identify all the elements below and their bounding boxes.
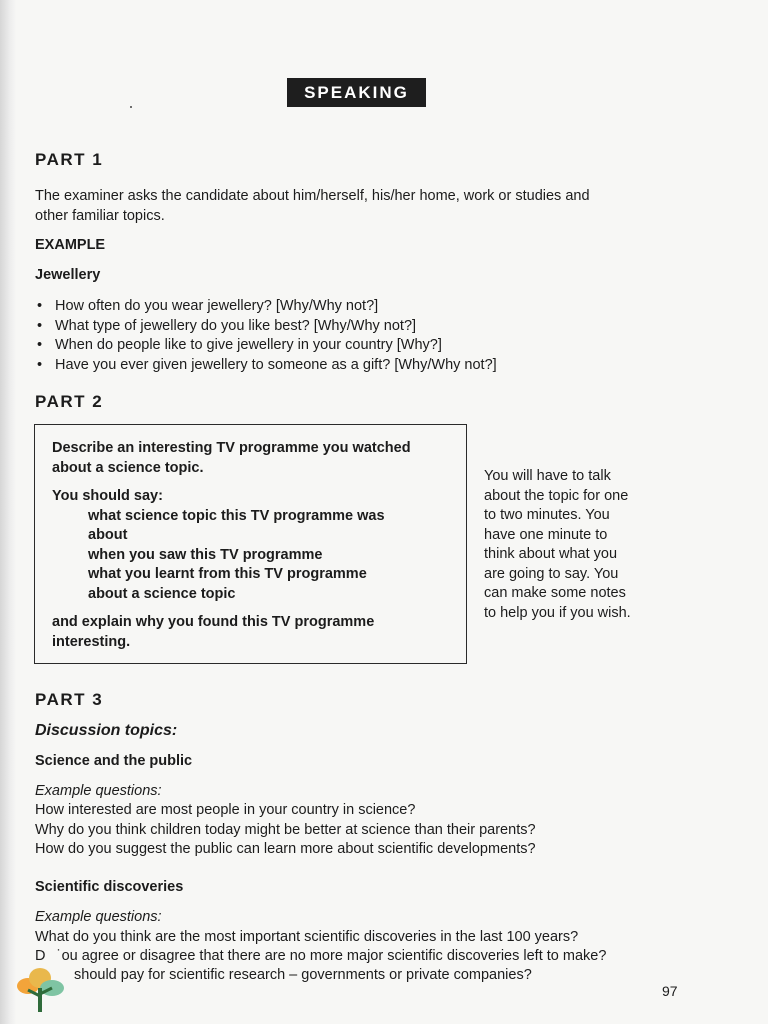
cue-card-point: what science topic this TV programme was: [88, 507, 385, 524]
question: D ˙ou agree or disagree that there are no more major scientific discoveries left to make?: [35, 948, 607, 964]
part1-intro-line2: other familiar topics.: [35, 208, 165, 224]
part1-topic: Jewellery: [35, 267, 101, 283]
question: How interested are most people in your country in science?: [35, 802, 416, 818]
cue-card-task-line1: Describe an interesting TV programme you watched: [52, 440, 411, 456]
part2-note: [484, 467, 664, 623]
cue-card-should-say: You should say:: [52, 488, 163, 504]
topic-title: Science and the public: [35, 753, 193, 769]
section-title: SPEAKING: [287, 78, 426, 107]
question: should pay for scientific research – governments or private companies?: [74, 967, 532, 983]
speck: [130, 106, 132, 108]
cue-card-task-line2: about a science topic.: [52, 459, 204, 476]
part3-discussion-label: Discussion topics:: [35, 722, 178, 739]
cue-card-point: about: [88, 527, 128, 543]
note-line: are going to say. You: [484, 565, 619, 582]
cue-card-point: about a science topic: [88, 585, 236, 602]
example-questions-label: Example questions:: [35, 909, 162, 925]
question: What do you think are the most important scientific discoveries in the last 100 years?: [35, 929, 579, 945]
part3-heading: PART 3: [35, 690, 104, 709]
note-line: to help you if you wish.: [484, 604, 631, 621]
part1-example-label: EXAMPLE: [35, 237, 106, 253]
list-item: • When do people like to give jewellery in your country [Why?]: [35, 336, 497, 356]
list-item: • What type of jewellery do you like best? [Why/Why not?]: [35, 317, 497, 337]
cue-card-point: what you learnt from this TV programme: [88, 566, 367, 582]
list-item: • How often do you wear jewellery? [Why/Why not?]: [35, 297, 497, 317]
part1-intro-line1: The examiner asks the candidate about him/herself, his/her home, work or studies and: [35, 188, 590, 204]
cue-card: [34, 424, 467, 664]
page-edge-shadow: [0, 0, 16, 1024]
note-line: about the topic for one: [484, 487, 629, 504]
part2-heading: PART 2: [35, 392, 104, 411]
note-line: can make some notes: [484, 585, 626, 601]
note-line: have one minute to: [484, 526, 608, 543]
page-number: 97: [662, 983, 678, 999]
part1-question-list: [35, 297, 497, 375]
note-line: You will have to talk: [484, 468, 611, 484]
note-line: to two minutes. You: [484, 507, 610, 523]
example-questions-label: Example questions:: [35, 783, 162, 799]
cue-card-explain-line2: interesting.: [52, 633, 131, 650]
cue-card-explain-line1: and explain why you found this TV programme: [52, 614, 375, 630]
cue-card-point: when you saw this TV programme: [88, 546, 323, 563]
question: Why do you think children today might be better at science than their parents?: [35, 822, 536, 838]
question: How do you suggest the public can learn more about scientific developments?: [35, 841, 536, 857]
part1-heading: PART 1: [35, 150, 104, 169]
note-line: think about what you: [484, 546, 618, 562]
tree-logo-icon: [14, 962, 66, 1014]
topic-title: Scientific discoveries: [35, 879, 184, 895]
list-item: • Have you ever given jewellery to someone as a gift? [Why/Why not?]: [35, 356, 497, 376]
